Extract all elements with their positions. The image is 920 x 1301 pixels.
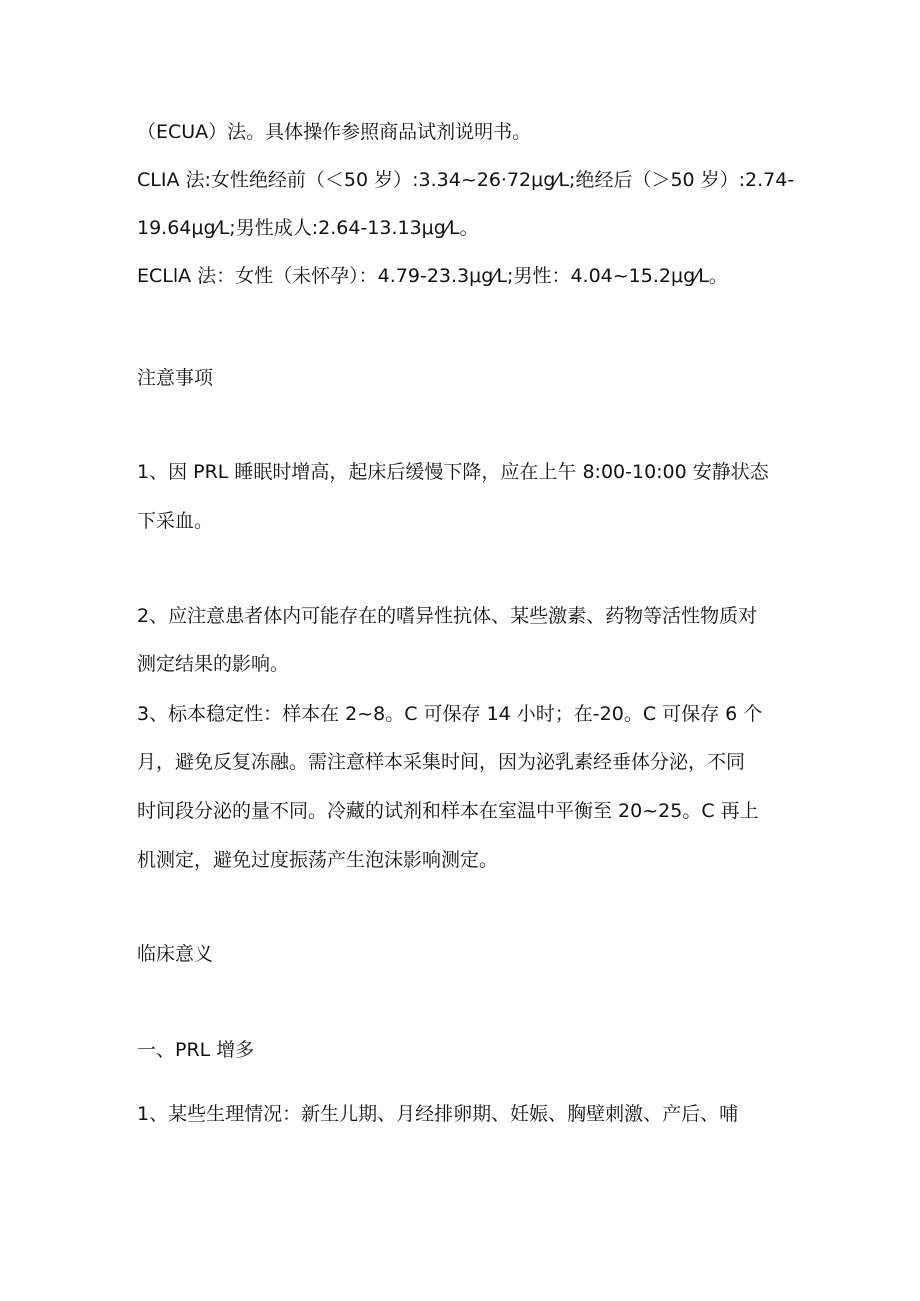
text-line-precaution-3-cont-a: 月，避免反复冻融。需注意样本采集时间，因为泌乳素经垂体分泌，不同 (137, 751, 746, 773)
text-line-precaution-3: 3、标本稳定性：样本在 2~8。C 可保存 14 小时；在-20。C 可保存 6 个 (137, 703, 763, 725)
text-line-clia-range: CLIA 法:女性绝经前（＜50 岁）:3.34~26·72μg⁄L;绝经后（＞50 岁）:2.74- (137, 169, 795, 191)
text-line-eclia-range: ECLlA 法：女性（未怀孕）：4.79-23.3μg⁄L;男性：4.04~15.2μg⁄L。 (137, 265, 728, 287)
text-line-precaution-3-cont-c: 机测定，避免过度振荡产生泡沫影响测定。 (137, 849, 499, 871)
text-line-clia-range-cont: 19.64μg⁄L;男性成人:2.64-13.13μg⁄L。 (137, 217, 479, 239)
section-heading-precautions: 注意事项 (137, 367, 214, 389)
text-line-physiological-conditions: 1、某些生理情况：新生儿期、月经排卵期、妊娠、胸壁刺激、产后、哺 (137, 1103, 739, 1125)
section-heading-clinical-significance: 临床意义 (137, 943, 214, 965)
text-line-precaution-2-cont: 测定结果的影响。 (137, 653, 290, 675)
text-line-precaution-1-cont: 下采血。 (137, 510, 214, 532)
text-line-precaution-3-cont-b: 时间段分泌的量不同。冷藏的试剂和样本在室温中平衡至 20~25。C 再上 (137, 800, 759, 822)
subsection-heading-prl-increase: 一、PRL 增多 (137, 1039, 255, 1061)
text-line-precaution-2: 2、应注意患者体内可能存在的嗜异性抗体、某些激素、药物等活性物质对 (137, 605, 758, 627)
text-line-method-note: （ECUA）法。具体操作参照商品试剂说明书。 (137, 121, 532, 143)
text-line-precaution-1: 1、因 PRL 睡眠时增高，起床后缓慢下降，应在上午 8:00-10:00 安静状态 (137, 461, 769, 483)
